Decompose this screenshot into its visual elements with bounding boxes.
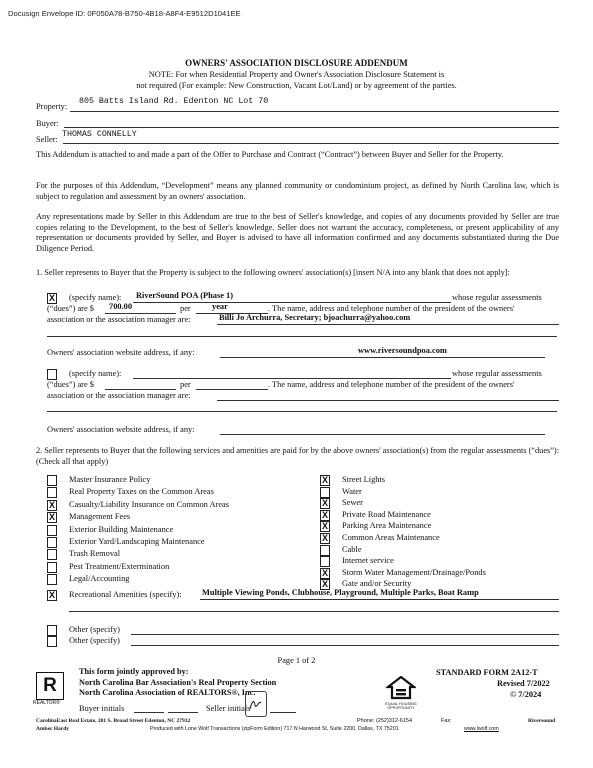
service-item-checkbox[interactable]: X xyxy=(321,475,328,485)
document-name: Riversound xyxy=(528,718,556,724)
service-item-checkbox[interactable]: X xyxy=(321,521,328,532)
service-item-checkbox[interactable]: X xyxy=(321,498,328,509)
service-item-checkbox[interactable] xyxy=(320,545,330,556)
service-item-label: Real Property Taxes on the Common Areas xyxy=(69,487,214,497)
service-item-label: Legal/Accounting xyxy=(69,574,130,584)
form-revised: Revised 7/2022 xyxy=(497,679,550,688)
note-line-2: not required (For example: New Construction, Vacant Lot/Land) or by agreement of the parties. xyxy=(136,81,457,90)
company-fax: Fax: xyxy=(441,718,452,724)
property-line xyxy=(70,111,559,112)
service-item-label: Trash Removal xyxy=(69,549,121,559)
assoc2-per-line xyxy=(196,389,268,390)
service-item-checkbox[interactable] xyxy=(47,537,57,548)
service-item-checkbox[interactable]: X xyxy=(321,567,328,578)
company-info: CarolinaEast Real Estate, 201 S. Broad Street Edenton, NC 27932 xyxy=(36,718,191,724)
assoc1-per-label: per xyxy=(180,304,191,313)
page-number: Page 1 of 2 xyxy=(277,656,316,665)
buyer-initials-label: Buyer initials xyxy=(79,704,125,713)
approved-by: This form jointly approved by: xyxy=(79,667,189,676)
assoc1-president-text: . The name, address and telephone number of the president of the owners' xyxy=(268,304,515,313)
recreational-value[interactable]: Multiple Viewing Ponds, Clubhouse, Playground, Multiple Parks, Boat Ramp xyxy=(202,588,479,597)
seller-label: Seller: xyxy=(36,135,58,144)
service-item-label: Street Lights xyxy=(342,475,386,484)
service-item-label: Exterior Building Maintenance xyxy=(69,524,174,534)
other1-label: Other (specify) xyxy=(69,625,120,634)
approver-1: North Carolina Bar Association's Real Property Section xyxy=(79,678,277,687)
service-item-checkbox[interactable] xyxy=(47,525,57,536)
service-item-checkbox[interactable]: X xyxy=(321,533,328,543)
assoc1-website-label: Owners' association website address, if any: xyxy=(47,348,195,357)
assoc1-whose: whose regular assessments xyxy=(452,293,542,302)
service-item-label: Parking Area Maintenance xyxy=(342,521,432,531)
service-item-label: Casualty/Liability Insurance on Common Areas xyxy=(69,499,230,509)
page-title: OWNERS' ASSOCIATION DISCLOSURE ADDENDUM xyxy=(185,58,408,68)
form-number: STANDARD FORM 2A12-T xyxy=(436,668,538,677)
assoc1-website-line xyxy=(220,357,545,358)
seller-initials-line-2 xyxy=(270,712,296,713)
lone-wolf-link[interactable]: www.lwolf.com xyxy=(464,726,499,732)
assoc2-dues-label: (“dues”) are $ xyxy=(47,380,94,389)
other1-checkbox[interactable] xyxy=(47,625,57,636)
service-item-label: Water xyxy=(342,486,362,496)
property-field[interactable]: 805 Batts Island Rd. Edenton NC Lot 70 xyxy=(79,97,269,106)
section-1-intro: 1. Seller represents to Buyer that the Property is subject to the following owners' association(s) [insert N/A into any blank that does not apply]: xyxy=(36,268,510,277)
service-item-label: Master Insurance Policy xyxy=(69,475,151,484)
service-item-label: Management Fees xyxy=(69,512,131,522)
assoc2-president-text: . The name, address and telephone number of the president of the owners' xyxy=(268,380,515,389)
assoc1-website[interactable]: www.riversoundpoa.com xyxy=(358,346,447,355)
produced-by: Produced with Lone Wolf Transactions (zipForm Edition) 717 N Harwood St, Suite 2200, Dallas, TX 75201 xyxy=(150,726,399,732)
assoc1-checkbox[interactable]: X xyxy=(48,293,55,303)
representation-paragraph: Any representations made by Seller in this Addendum are true to the best of Seller's knowledge, and copies of any documents provided by Seller are true copies relating to the Development, to the best of Seller's knowledge. Seller does not warrant the accuracy, completeness, or present applicability of any representation or documents provided by Seller, and Buyer is advised to have all information confirmed and any documents substantiated during the Due Diligence Period. xyxy=(36,212,559,253)
assoc1-manager-line-2 xyxy=(47,336,557,337)
agent-name: Amber Hardy xyxy=(36,726,70,732)
development-paragraph: For the purposes of this Addendum, “Development” means any planned community or condominium project, as defined by North Carolina law, which is subject to regulation and assessment by an owners' association. xyxy=(36,181,559,201)
service-item-label: Storm Water Management/Drainage/Ponds xyxy=(342,567,486,577)
assoc1-manager-value[interactable]: Billi Jo Archurra, Secretary; bjoachurra@yahoo.com xyxy=(219,313,411,322)
assoc2-manager-line-2 xyxy=(47,411,557,412)
recreational-checkbox[interactable]: X xyxy=(48,590,55,600)
assoc2-manager-line xyxy=(217,400,559,401)
property-label: Property: xyxy=(36,102,68,111)
assoc1-per-value[interactable]: year xyxy=(212,302,228,311)
buyer-label: Buyer: xyxy=(36,119,59,128)
realtor-logo xyxy=(36,672,64,700)
recreational-line-2 xyxy=(69,611,559,612)
service-item-checkbox[interactable] xyxy=(47,475,57,486)
service-item-label: Exterior Yard/Landscaping Maintenance xyxy=(69,537,205,546)
seller-field[interactable]: THOMAS CONNELLY xyxy=(62,130,137,139)
assoc2-specify-label: (specify name): xyxy=(69,369,122,378)
equal-housing-text: EQUAL HOUSING OPPORTUNITY xyxy=(385,702,417,710)
service-item-checkbox[interactable] xyxy=(47,549,57,560)
service-item-checkbox[interactable]: X xyxy=(321,579,328,590)
assoc2-website-label: Owners' association website address, if any: xyxy=(47,425,195,434)
service-item-checkbox[interactable]: X xyxy=(48,499,55,510)
service-item-label: Common Areas Maintenance xyxy=(342,533,440,542)
buyer-line xyxy=(64,127,559,128)
buyer-initials-line-2 xyxy=(168,712,198,713)
intro-paragraph: This Addendum is attached to and made a part of the Offer to Purchase and Contract (“Contract”) between Buyer and Seller for the Property. xyxy=(36,150,504,159)
service-item-checkbox[interactable] xyxy=(47,574,57,585)
service-item-checkbox[interactable] xyxy=(47,562,57,573)
service-item-label: Gate and/or Security xyxy=(342,579,412,589)
assoc1-specify-label: (specify name): xyxy=(69,293,122,302)
note-text: NOTE: For when Residential Property and Owner's Association Disclosure Statement is xyxy=(148,70,445,79)
recreational-line xyxy=(200,599,559,600)
realtor-icon: R xyxy=(43,675,57,696)
note-line-1 xyxy=(0,69,593,80)
approver-2: North Carolina Association of REALTORS®, Inc. xyxy=(79,688,256,697)
envelope-id: Docusign Envelope ID: 0F050A78-B750-4B18-A8F4-E9512D1041EE xyxy=(8,9,241,18)
buyer-initials-line-1 xyxy=(134,712,164,713)
service-item-checkbox[interactable] xyxy=(320,556,330,567)
equal-housing-icon xyxy=(386,676,416,702)
assoc1-manager-line xyxy=(217,324,559,325)
form-copyright: © 7/2024 xyxy=(510,690,542,699)
service-item-checkbox[interactable]: X xyxy=(48,512,55,523)
assoc2-whose: whose regular assessments xyxy=(452,369,542,378)
other1-line xyxy=(131,634,559,635)
section-2-intro: 2. Seller represents to Buyer that the following services and amenities are paid for by the above owners' association(s) from the regular assessments (“dues”): (Check all that apply) xyxy=(36,446,559,466)
seller-initials-label: Seller initials xyxy=(206,704,251,713)
service-item-label: Pest Treatment/Extermination xyxy=(69,561,170,571)
company-phone: Phone: (252)312-6154 xyxy=(357,718,413,724)
service-item-checkbox[interactable] xyxy=(320,487,330,498)
other2-line xyxy=(131,645,559,646)
other2-label: Other (specify) xyxy=(69,636,120,645)
assoc1-dues-label: (“dues”) are $ xyxy=(47,304,94,313)
assoc2-per-label: per xyxy=(180,380,191,389)
assoc2-manager-label: association or the association manager are: xyxy=(47,391,191,400)
realtor-text: REALTOR® xyxy=(33,700,60,706)
seller-initials-signature xyxy=(246,692,266,716)
seller-initials-field[interactable] xyxy=(245,691,267,717)
assoc2-website-line xyxy=(220,434,545,435)
service-item-label: Cable xyxy=(342,544,362,554)
service-item-checkbox[interactable]: X xyxy=(321,509,328,520)
service-item-label: Sewer xyxy=(342,498,363,508)
other2-checkbox[interactable] xyxy=(47,636,57,647)
assoc1-name[interactable]: RiverSound POA (Phase 1) xyxy=(136,291,234,300)
assoc1-dues-amount[interactable]: 700.00 xyxy=(109,302,133,311)
service-item-checkbox[interactable] xyxy=(47,487,57,498)
assoc1-manager-label: association or the association manager are: xyxy=(47,315,191,324)
service-item-label: Internet service xyxy=(342,556,394,566)
seller-line xyxy=(63,143,559,144)
service-item-label: Private Road Maintenance xyxy=(342,509,431,519)
recreational-label: Recreational Amenities (specify): xyxy=(69,590,182,599)
